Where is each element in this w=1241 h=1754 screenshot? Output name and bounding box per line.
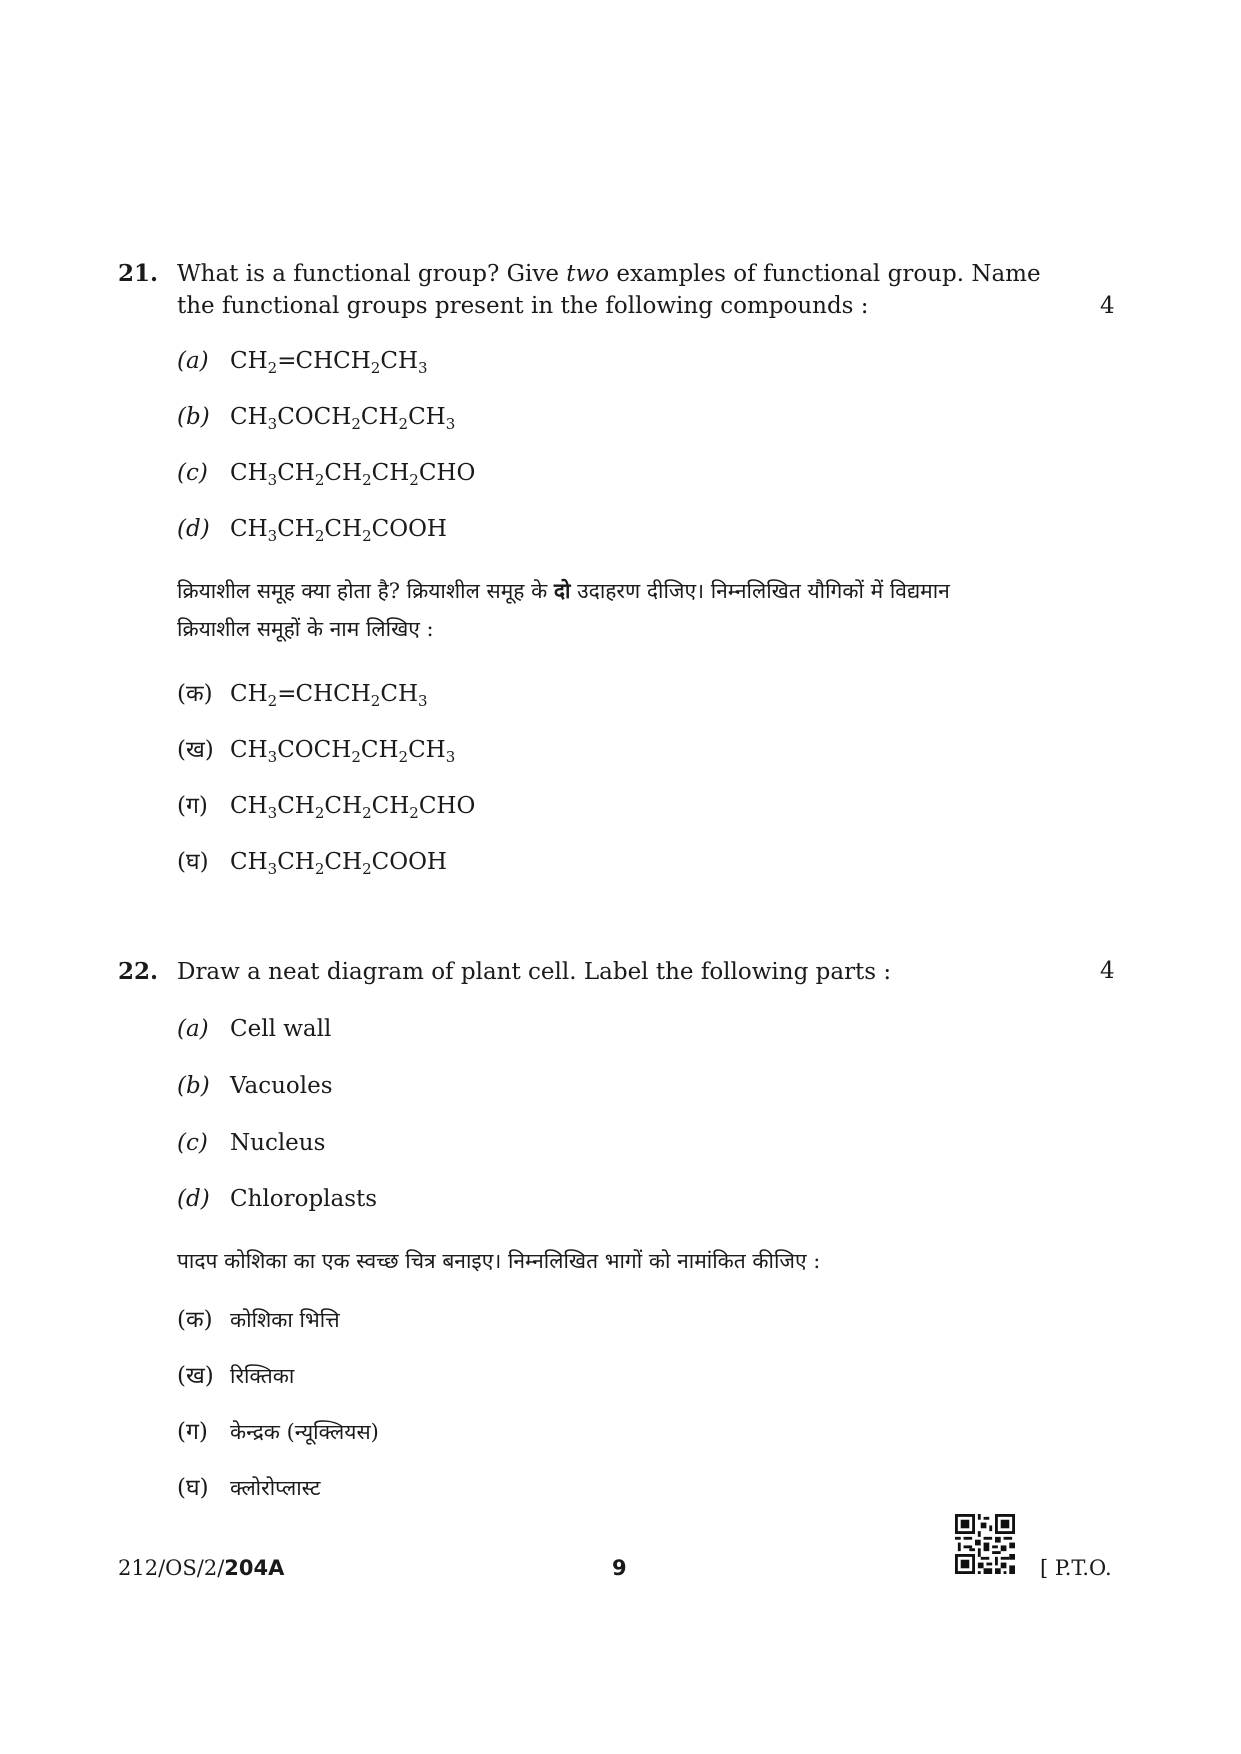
option-label: (ग)	[177, 1419, 208, 1445]
option-text: Nucleus	[230, 1130, 326, 1156]
option-label: (c)	[177, 460, 208, 486]
question-22-marks: 4	[1100, 958, 1115, 984]
question-22-hindi-text: पादप कोशिका का एक स्वच्छ चित्र बनाइए। निम्नलिखित भागों को नामांकित कीजिए :	[177, 1249, 821, 1273]
option-label: (a)	[177, 348, 209, 374]
q21-option-d	[177, 516, 447, 545]
formula: $CH_3CH_2CH_2COOH$	[230, 849, 447, 878]
option-label: (a)	[177, 1016, 209, 1042]
option-label: (d)	[177, 516, 210, 542]
option-text: कोशिका भित्ति	[230, 1308, 340, 1332]
option-text: Cell wall	[230, 1016, 332, 1042]
question-22-number: 22.	[118, 958, 159, 985]
q22-option-a	[177, 1016, 331, 1042]
option-label: (ख)	[177, 1363, 214, 1389]
formula: $CH_2=CHCH_2CH_3$	[230, 348, 428, 377]
question-21-hindi-text	[177, 572, 1077, 648]
qr-code-icon	[955, 1514, 1015, 1574]
question-21-number: 21.	[118, 260, 159, 287]
option-label: (c)	[177, 1130, 208, 1156]
option-label: (घ)	[177, 1475, 209, 1501]
q21-option-a	[177, 348, 428, 377]
q21-option-ga	[177, 788, 475, 820]
option-text: रिक्तिका	[230, 1364, 295, 1388]
hindi-line-2: क्रियाशील समूहों के नाम लिखिए :	[177, 617, 434, 641]
q22-option-kha	[177, 1358, 294, 1390]
formula: $CH_3CH_2CH_2CH_2CHO$	[230, 793, 476, 822]
q21-option-kha	[177, 732, 455, 764]
option-text: Vacuoles	[230, 1073, 333, 1099]
q21-option-gha	[177, 844, 447, 876]
page-number: 9	[612, 1556, 627, 1580]
question-21-line-2: the functional groups present in the following compounds :	[177, 293, 869, 319]
q21-option-ka	[177, 676, 428, 708]
question-22-text: Draw a neat diagram of plant cell. Label the following parts :	[177, 959, 892, 985]
q22-option-ga	[177, 1414, 379, 1446]
q21-option-c	[177, 460, 476, 489]
please-turn-over: [ P.T.O.	[1040, 1556, 1112, 1580]
option-label: (क)	[177, 1307, 213, 1333]
q22-option-gha	[177, 1470, 320, 1502]
q22-option-c	[177, 1130, 325, 1156]
question-21-marks: 4	[1100, 293, 1115, 319]
q22-option-b	[177, 1073, 333, 1099]
option-label: (ग)	[177, 793, 208, 819]
paper-code: 212/OS/2/204A	[118, 1556, 285, 1580]
formula: $CH_2=CHCH_2CH_3$	[230, 681, 428, 710]
option-label: (d)	[177, 1186, 210, 1212]
option-label: (b)	[177, 404, 210, 430]
hindi-line-1: क्रियाशील समूह क्या होता है? क्रियाशील समूह के दो उदाहरण दीजिए। निम्नलिखित यौगिकों में विद्यमान	[177, 578, 950, 603]
formula: $CH_3CH_2CH_2COOH$	[230, 516, 447, 545]
option-text: क्लोरोप्लास्ट	[230, 1476, 321, 1500]
formula: $CH_3CH_2CH_2CH_2CHO$	[230, 460, 476, 489]
formula: $CH_3COCH_2CH_2CH_3$	[230, 404, 456, 433]
question-21-text	[177, 258, 1077, 322]
option-label: (ख)	[177, 737, 214, 763]
q22-option-d	[177, 1186, 377, 1212]
option-text: केन्द्रक (न्यूक्लियस)	[230, 1420, 379, 1444]
q21-option-b	[177, 404, 456, 433]
option-label: (b)	[177, 1073, 210, 1099]
option-label: (क)	[177, 681, 213, 707]
formula: $CH_3COCH_2CH_2CH_3$	[230, 737, 456, 766]
question-21-line-1: What is a functional group? Give two examples of functional group. Name	[177, 261, 1041, 287]
option-text: Chloroplasts	[230, 1186, 378, 1212]
q22-option-ka	[177, 1302, 340, 1334]
option-label: (घ)	[177, 849, 209, 875]
